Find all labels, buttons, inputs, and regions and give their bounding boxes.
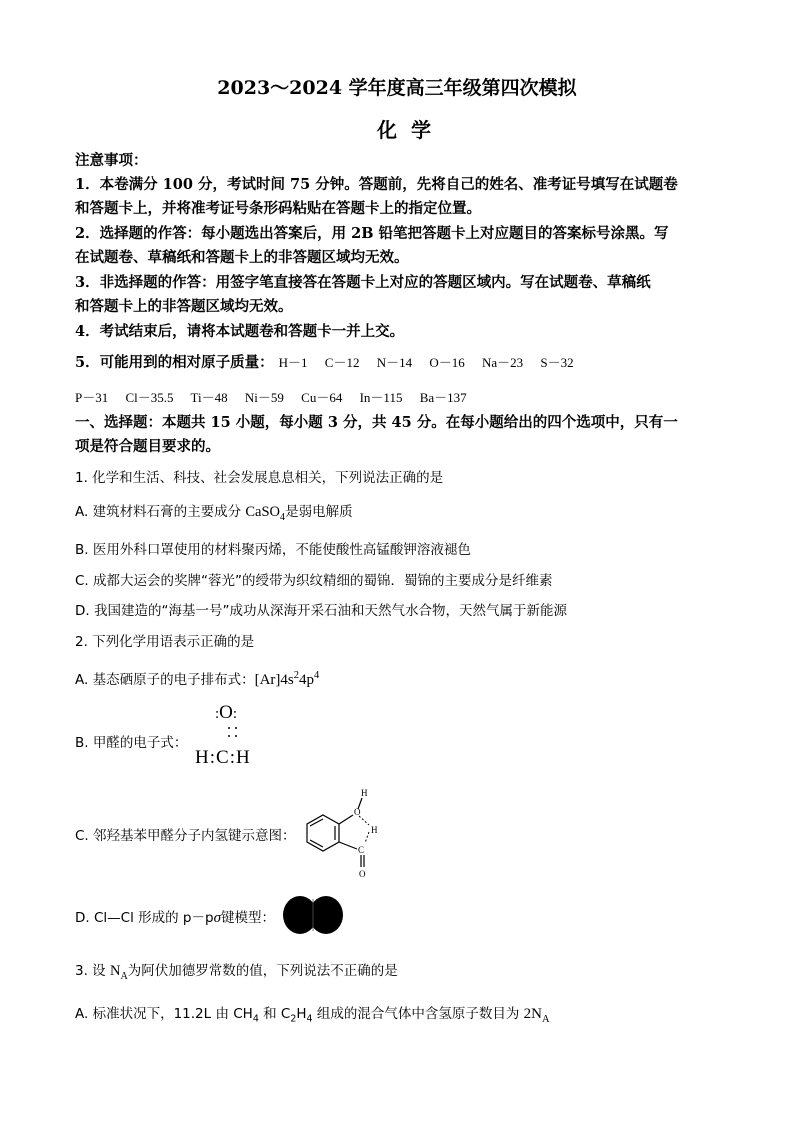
oxygen-atom-label: :O: [215, 702, 238, 723]
formula-base: 4p [299, 672, 314, 688]
notice-item-1: 1．本卷满分 100 分，考试时间 75 分钟。答题前，先将自己的姓名、准考证号填写在试题卷 [75, 176, 678, 193]
exam-title: 2023～2024 学年度高三年级第四次模拟 [217, 77, 577, 99]
formula [245, 504, 286, 523]
question-2-option-c: C. 邻羟基苯甲醛分子内氢键示意图： [75, 828, 296, 844]
question-1-option-d: D. 我国建造的“海基一号”成功从深海开采石油和天然气水合物，天然气属于新能源 [75, 603, 567, 619]
option-text: 键模型： [220, 910, 275, 926]
formula-base: N [109, 963, 121, 979]
notice-item-1-cont: 和答题卡上，并将准考证号条形码粘贴在答题卡上的指定位置。 [75, 200, 481, 217]
atom-symbol: C [216, 747, 229, 768]
notice-item-4: 4．考试结束后，请将本试题卷和答题卡一并上交。 [75, 323, 405, 340]
atomic-mass: N－14 [376, 355, 413, 370]
electron-configuration [255, 672, 320, 688]
atomic-masses-row-1 [279, 355, 588, 370]
question-1-option-a [75, 500, 353, 523]
atomic-mass: P－31 [75, 390, 109, 405]
stem-text: 为阿伏加德罗常数的值，下列说法不正确的是 [127, 963, 398, 979]
notice-item-2-cont: 在试题卷、草稿纸和答题卡上的非答题区域均无效。 [75, 249, 409, 266]
question-3-stem [75, 959, 398, 982]
formula-sub: 4 [280, 511, 286, 523]
formula-sub: A [541, 1014, 550, 1025]
formula-base: 2N [523, 1006, 542, 1022]
atomic-mass: Cl－35.5 [125, 390, 174, 405]
formula-sub: A [120, 970, 128, 982]
option-text: A. 建筑材料石膏的主要成分 [75, 504, 242, 520]
h-atom-label: H [361, 788, 368, 798]
formula-base: [Ar]4s [254, 672, 294, 688]
avogadro-symbol [109, 963, 128, 982]
formula-sup: 4 [314, 670, 320, 681]
h-atom-label: H [371, 825, 378, 835]
atomic-mass: S－32 [540, 355, 574, 370]
notice-item-3: 3．非选择题的作答：用签字笔直接答在答题卡上对应的答题区域内。写在试题卷、草稿纸 [75, 274, 651, 291]
atom-symbol: O [219, 702, 233, 723]
sigma-symbol: σ [213, 910, 221, 926]
atomic-masses-row-2 [75, 387, 481, 406]
double-bond-electron-pairs-icon [227, 726, 239, 740]
question-1-option-c: C. 成都大运会的奖牌“蓉光”的绶带为织纹精细的蜀锦．蜀锦的主要成分是纤维素 [75, 573, 553, 589]
subject-title: 化学 [377, 118, 445, 142]
hydrogen-bond-structure-diagram [295, 785, 390, 880]
option-text: A. 标准状况下，11.2L 由 CH [75, 1006, 253, 1022]
atomic-mass: Ti－48 [190, 390, 228, 405]
atomic-mass: C－12 [324, 355, 360, 370]
option-text: D. Cl—Cl 形成的 p－p [75, 910, 214, 926]
option-text: H [296, 1006, 307, 1022]
section-heading: 一、选择题：本题共 15 小题，每小题 3 分，共 45 分。在每小题给出的四个选项中，只有一 [75, 414, 678, 431]
atomic-mass: H－1 [278, 355, 308, 370]
atom-symbol: H [235, 747, 250, 768]
o-atom-label: O [359, 869, 366, 879]
question-2-stem: 2. 下列化学用语表示正确的是 [75, 634, 255, 650]
formula-sub: 4 [306, 1013, 313, 1025]
atomic-mass: Ni－59 [244, 390, 284, 405]
atomic-mass: In－115 [359, 390, 403, 405]
atomic-mass: Na－23 [482, 355, 524, 370]
option-text: 组成的混合气体中含氢原子数目为 [312, 1006, 524, 1022]
question-1-stem: 1. 化学和生活、科技、社会发展息息相关，下列说法正确的是 [75, 470, 444, 486]
atomic-mass: Ba－137 [419, 390, 467, 405]
notice-item-5-label: 5．可能用到的相对原子质量： [75, 354, 274, 371]
formula-base: CaSO [245, 504, 281, 520]
option-text: A. 基态硒原子的电子排布式： [75, 672, 255, 688]
question-2-option-a [75, 668, 319, 689]
o-atom-label: O [354, 807, 361, 817]
notice-item-3-cont: 和答题卡上的非答题区域均无效。 [75, 298, 293, 315]
benzene-ring-icon [307, 815, 339, 851]
formula [523, 1006, 550, 1025]
question-2-option-b: B. 甲醛的电子式： [75, 735, 188, 751]
section-heading-cont: 项是符合题目要求的。 [75, 438, 220, 455]
stem-text: 3. 设 [75, 963, 106, 979]
atomic-mass: Cu－64 [301, 390, 343, 405]
formula-sub: 2 [290, 1013, 297, 1025]
option-text: 和 C [258, 1006, 291, 1022]
question-1-option-b: B. 医用外科口罩使用的材料聚丙烯，不能使酸性高锰酸钾溶液褪色 [75, 542, 471, 558]
question-2-option-d [75, 906, 275, 927]
notice-heading: 注意事项： [75, 152, 148, 169]
atomic-mass: O－16 [429, 355, 465, 370]
c-atom-label: C [358, 845, 365, 855]
formula-sup: 2 [293, 670, 299, 681]
option-text: 是弱电解质 [285, 504, 353, 520]
notice-item-2: 2．选择题的作答：每小题选出答案后，用 2B 铅笔把答题卡上对应题目的答案标号涂黑。写 [75, 225, 669, 242]
notice-item-5 [75, 351, 588, 372]
formula-sub: 4 [252, 1013, 259, 1025]
question-3-option-a [75, 1002, 550, 1025]
formaldehyde-carbon-line: H:C:H [195, 747, 250, 768]
p-p-sigma-bond-model-icon [282, 894, 344, 936]
atom-symbol: H [195, 747, 209, 768]
